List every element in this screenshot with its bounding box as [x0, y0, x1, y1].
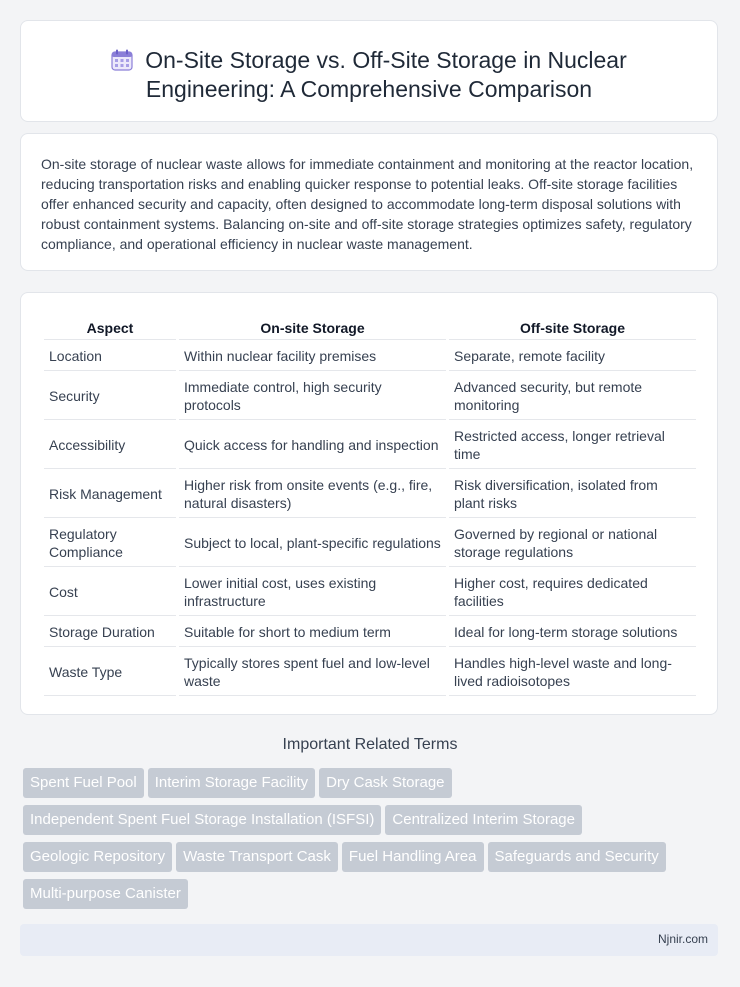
- intro-paragraph: On-site storage of nuclear waste allows for immediate containment and monitoring at the reactor location, reducing transportation risks and enabling quicker response to potential leaks. Off-site storage facilities offer enhanced security and capacity, often designed to accommodate long-term disposal solutions with robust containment systems. Balancing on-site and off-site storage strategies optimizes safety, regulatory compliance, and operational efficiency in nuclear waste management.: [41, 156, 694, 252]
- cell-on-site: Subject to local, plant-specific regulations: [179, 520, 446, 567]
- footer: [20, 924, 718, 956]
- title-card: [20, 20, 718, 122]
- title-line-2: Engineering: A Comprehensive Comparison: [145, 76, 593, 102]
- cell-off-site: Governed by regional or national storage regulations: [449, 520, 696, 567]
- table-row: [44, 342, 696, 371]
- header-off-site: Off-site Storage: [449, 317, 696, 340]
- table-row: [44, 422, 696, 469]
- header-aspect: Aspect: [44, 317, 176, 340]
- tag-waste-transport-cask[interactable]: Waste Transport Cask: [176, 842, 338, 872]
- cell-off-site: Risk diversification, isolated from plant risks: [449, 471, 696, 518]
- cell-on-site: Within nuclear facility premises: [179, 342, 446, 371]
- title-line-1: On-Site Storage vs. Off-Site Storage in Nuclear: [145, 47, 627, 73]
- cell-aspect: Location: [44, 342, 176, 371]
- tag-dry-cask-storage[interactable]: Dry Cask Storage: [319, 768, 451, 798]
- cell-off-site: Ideal for long-term storage solutions: [449, 618, 696, 647]
- header-on-site: On-site Storage: [179, 317, 446, 340]
- tag-interim-storage-facility[interactable]: Interim Storage Facility: [148, 768, 315, 798]
- cell-aspect: Security: [44, 373, 176, 420]
- table-header-row: [44, 317, 696, 340]
- related-terms-title: Important Related Terms: [282, 736, 458, 753]
- cell-aspect: Cost: [44, 569, 176, 616]
- tag-multi-purpose-canister[interactable]: Multi-purpose Canister: [23, 879, 188, 909]
- cell-on-site: Quick access for handling and inspection: [179, 422, 446, 469]
- cell-off-site: Restricted access, longer retrieval time: [449, 422, 696, 469]
- cell-off-site: Handles high-level waste and long-lived radioisotopes: [449, 649, 696, 696]
- cell-off-site: Separate, remote facility: [449, 342, 696, 371]
- table-row: [44, 471, 696, 518]
- cell-aspect: Waste Type: [44, 649, 176, 696]
- cell-on-site: Lower initial cost, uses existing infrastructure: [179, 569, 446, 616]
- cell-off-site: Higher cost, requires dedicated facilities: [449, 569, 696, 616]
- table-row: [44, 520, 696, 567]
- related-terms-list: [23, 768, 723, 916]
- intro-card: [20, 133, 718, 271]
- table-row: [44, 649, 696, 696]
- tag-isfsi[interactable]: Independent Spent Fuel Storage Installation (ISFSI): [23, 805, 381, 835]
- table-row: [44, 373, 696, 420]
- cell-on-site: Typically stores spent fuel and low-level waste: [179, 649, 446, 696]
- comparison-table-card: [20, 292, 718, 715]
- calendar-icon: [111, 49, 133, 71]
- cell-off-site: Advanced security, but remote monitoring: [449, 373, 696, 420]
- comparison-table: [41, 315, 699, 698]
- tag-safeguards-and-security[interactable]: Safeguards and Security: [488, 842, 666, 872]
- footer-site-name[interactable]: Njnir.com: [657, 932, 708, 946]
- tag-fuel-handling-area[interactable]: Fuel Handling Area: [342, 842, 484, 872]
- tag-spent-fuel-pool[interactable]: Spent Fuel Pool: [23, 768, 144, 798]
- cell-aspect: Regulatory Compliance: [44, 520, 176, 567]
- cell-on-site: Immediate control, high security protocols: [179, 373, 446, 420]
- table-row: [44, 569, 696, 616]
- page-title: [21, 46, 717, 104]
- cell-on-site: Suitable for short to medium term: [179, 618, 446, 647]
- table-row: [44, 618, 696, 647]
- tag-geologic-repository[interactable]: Geologic Repository: [23, 842, 172, 872]
- cell-aspect: Storage Duration: [44, 618, 176, 647]
- cell-aspect: Risk Management: [44, 471, 176, 518]
- cell-aspect: Accessibility: [44, 422, 176, 469]
- cell-on-site: Higher risk from onsite events (e.g., fire, natural disasters): [179, 471, 446, 518]
- tag-centralized-interim-storage[interactable]: Centralized Interim Storage: [385, 805, 582, 835]
